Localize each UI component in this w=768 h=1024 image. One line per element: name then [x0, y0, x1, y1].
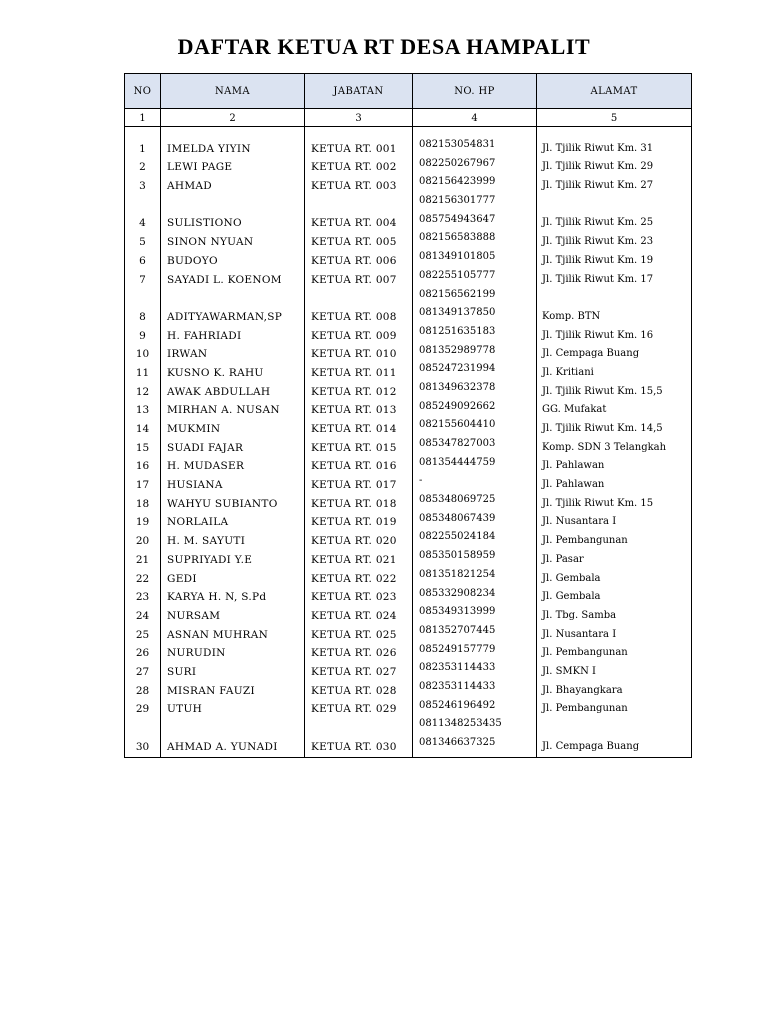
row-phone: 081351821254 — [413, 567, 537, 586]
row-number: 24 — [125, 604, 161, 623]
table-row — [125, 230, 692, 249]
row-jabatan: KETUA RT. 004 — [305, 212, 413, 231]
row-alamat: Jl. Gembala — [537, 586, 692, 605]
row-jabatan: KETUA RT. 012 — [305, 380, 413, 399]
row-alamat: Jl. SMKN I — [537, 660, 692, 679]
row-number: 26 — [125, 642, 161, 661]
row-number: 29 — [125, 698, 161, 717]
row-name: NORLAILA — [161, 511, 305, 530]
row-phone: 082156423999 — [413, 174, 537, 193]
row-jabatan: KETUA RT. 003 — [305, 174, 413, 193]
table-row — [125, 287, 692, 306]
row-phone: 082153054831 — [413, 137, 537, 156]
header-nama: NAMA — [161, 74, 305, 109]
table-row — [125, 361, 692, 380]
row-alamat: Jl. Pembangunan — [537, 642, 692, 661]
table-row — [125, 698, 692, 717]
row-jabatan: KETUA RT. 017 — [305, 473, 413, 492]
row-phone: 082156562199 — [413, 287, 537, 306]
row-name: HUSIANA — [161, 473, 305, 492]
row-phone: 085247231994 — [413, 361, 537, 380]
row-phone: 082255024184 — [413, 529, 537, 548]
row-jabatan: KETUA RT. 008 — [305, 305, 413, 324]
row-jabatan: KETUA RT. 015 — [305, 436, 413, 455]
row-phone: 082255105777 — [413, 268, 537, 287]
row-number: 27 — [125, 660, 161, 679]
row-phone: 085754943647 — [413, 212, 537, 231]
table-body — [125, 127, 692, 758]
row-name: WAHYU SUBIANTO — [161, 492, 305, 511]
row-name: AWAK ABDULLAH — [161, 380, 305, 399]
row-phone: 081349101805 — [413, 249, 537, 268]
header-jabatan: JABATAN — [305, 74, 413, 109]
row-jabatan: KETUA RT. 013 — [305, 399, 413, 418]
table-row — [125, 174, 692, 193]
row-name: H. MUDASER — [161, 455, 305, 474]
row-jabatan: KETUA RT. 006 — [305, 249, 413, 268]
row-jabatan: KETUA RT. 026 — [305, 642, 413, 661]
table-row — [125, 249, 692, 268]
row-jabatan: KETUA RT. 009 — [305, 324, 413, 343]
table-row — [125, 417, 692, 436]
row-phone: 082156301777 — [413, 193, 537, 212]
row-number: 6 — [125, 249, 161, 268]
row-alamat: Jl. Gembala — [537, 567, 692, 586]
table-row — [125, 623, 692, 642]
row-number: 4 — [125, 212, 161, 231]
row-number: 11 — [125, 361, 161, 380]
table-row — [125, 193, 692, 212]
row-number: 19 — [125, 511, 161, 530]
row-name: MUKMIN — [161, 417, 305, 436]
row-phone: 085249157779 — [413, 642, 537, 661]
row-jabatan: KETUA RT. 020 — [305, 529, 413, 548]
row-phone: 085348067439 — [413, 511, 537, 530]
row-name: H. FAHRIADI — [161, 324, 305, 343]
row-phone: 085246196492 — [413, 698, 537, 717]
row-name: GEDI — [161, 567, 305, 586]
row-phone: 081349137850 — [413, 305, 537, 324]
page-title: DAFTAR KETUA RT DESA HAMPALIT — [177, 34, 591, 59]
column-number: 1 — [125, 109, 161, 127]
table-row — [125, 473, 692, 492]
row-jabatan: KETUA RT. 025 — [305, 623, 413, 642]
table-row — [125, 399, 692, 418]
row-alamat: Jl. Kritiani — [537, 361, 692, 380]
row-number: 8 — [125, 305, 161, 324]
table-row — [125, 305, 692, 324]
row-alamat: Jl. Tjilik Riwut Km. 16 — [537, 324, 692, 343]
row-number: 3 — [125, 174, 161, 193]
table-row — [125, 492, 692, 511]
row-number: 18 — [125, 492, 161, 511]
table-row — [125, 679, 692, 698]
row-number: 14 — [125, 417, 161, 436]
row-alamat: Jl. Tjilik Riwut Km. 19 — [537, 249, 692, 268]
row-jabatan: KETUA RT. 007 — [305, 268, 413, 287]
row-jabatan: KETUA RT. 014 — [305, 417, 413, 436]
row-name: KARYA H. N, S.Pd — [161, 586, 305, 605]
table-row — [125, 343, 692, 362]
row-jabatan: KETUA RT. 002 — [305, 156, 413, 175]
row-jabatan: KETUA RT. 023 — [305, 586, 413, 605]
row-alamat: Jl. Tjilik Riwut Km. 25 — [537, 212, 692, 231]
row-number: 21 — [125, 548, 161, 567]
row-alamat: Komp. BTN — [537, 305, 692, 324]
column-number: 4 — [413, 109, 537, 127]
row-phone: 085347827003 — [413, 436, 537, 455]
row-name: ADITYAWARMAN,SP — [161, 305, 305, 324]
row-alamat: Jl. Tjilik Riwut Km. 17 — [537, 268, 692, 287]
row-alamat: Jl. Pasar — [537, 548, 692, 567]
row-alamat: Jl. Tjilik Riwut Km. 31 — [537, 137, 692, 156]
row-alamat: Jl. Tbg. Samba — [537, 604, 692, 623]
row-number: 13 — [125, 399, 161, 418]
row-name: H. M. SAYUTI — [161, 529, 305, 548]
row-alamat: Jl. Nusantara I — [537, 511, 692, 530]
row-number — [125, 716, 161, 735]
row-alamat: Jl. Pahlawan — [537, 473, 692, 492]
row-phone: 082353114433 — [413, 660, 537, 679]
row-alamat: Jl. Bhayangkara — [537, 679, 692, 698]
row-number: 1 — [125, 137, 161, 156]
table-row — [125, 735, 692, 757]
table-row — [125, 660, 692, 679]
row-alamat: GG. Mufakat — [537, 399, 692, 418]
row-name: SAYADI L. KOENOM — [161, 268, 305, 287]
row-phone: 081251635183 — [413, 324, 537, 343]
row-name — [161, 716, 305, 735]
row-name: SULISTIONO — [161, 212, 305, 231]
table-row — [125, 529, 692, 548]
row-phone: 085350158959 — [413, 548, 537, 567]
row-name: SUADI FAJAR — [161, 436, 305, 455]
row-jabatan: KETUA RT. 030 — [305, 735, 413, 757]
row-phone: 081352989778 — [413, 343, 537, 362]
row-number: 25 — [125, 623, 161, 642]
row-phone: 085249092662 — [413, 399, 537, 418]
row-alamat: Jl. Tjilik Riwut Km. 15 — [537, 492, 692, 511]
row-alamat: Jl. Cempaga Buang — [537, 343, 692, 362]
column-number-row — [125, 109, 692, 127]
row-number: 7 — [125, 268, 161, 287]
row-name: MIRHAN A. NUSAN — [161, 399, 305, 418]
row-jabatan: KETUA RT. 016 — [305, 455, 413, 474]
row-phone: 085348069725 — [413, 492, 537, 511]
row-phone: 082156583888 — [413, 230, 537, 249]
row-jabatan — [305, 287, 413, 306]
row-phone: 085349313999 — [413, 604, 537, 623]
row-phone: 081346637325 — [413, 735, 537, 757]
row-jabatan: KETUA RT. 022 — [305, 567, 413, 586]
table-row — [125, 716, 692, 735]
table-row — [125, 511, 692, 530]
row-alamat — [537, 287, 692, 306]
row-number: 12 — [125, 380, 161, 399]
row-name: AHMAD A. YUNADI — [161, 735, 305, 757]
table-row — [125, 567, 692, 586]
row-jabatan: KETUA RT. 024 — [305, 604, 413, 623]
row-number: 30 — [125, 735, 161, 757]
row-number: 22 — [125, 567, 161, 586]
row-alamat: Jl. Pembangunan — [537, 529, 692, 548]
row-alamat — [537, 193, 692, 212]
header-row — [125, 74, 692, 109]
row-alamat: Jl. Pembangunan — [537, 698, 692, 717]
row-alamat: Jl. Cempaga Buang — [537, 735, 692, 757]
row-alamat: Jl. Nusantara I — [537, 623, 692, 642]
table-row — [125, 137, 692, 156]
table-row — [125, 156, 692, 175]
row-phone: - — [413, 473, 537, 492]
table-row — [125, 436, 692, 455]
header-alamat: ALAMAT — [537, 74, 692, 109]
table-row — [125, 324, 692, 343]
column-number: 5 — [537, 109, 692, 127]
row-alamat: Jl. Pahlawan — [537, 455, 692, 474]
row-jabatan: KETUA RT. 027 — [305, 660, 413, 679]
row-name: NURUDIN — [161, 642, 305, 661]
row-alamat: Jl. Tjilik Riwut Km. 29 — [537, 156, 692, 175]
row-alamat: Jl. Tjilik Riwut Km. 27 — [537, 174, 692, 193]
row-number — [125, 193, 161, 212]
row-name: UTUH — [161, 698, 305, 717]
table-row — [125, 268, 692, 287]
row-jabatan: KETUA RT. 021 — [305, 548, 413, 567]
row-name: IMELDA YIYIN — [161, 137, 305, 156]
row-jabatan: KETUA RT. 018 — [305, 492, 413, 511]
row-number: 23 — [125, 586, 161, 605]
header-no-hp: NO. HP — [413, 74, 537, 109]
row-number: 16 — [125, 455, 161, 474]
row-name: AHMAD — [161, 174, 305, 193]
column-number: 2 — [161, 109, 305, 127]
row-jabatan: KETUA RT. 011 — [305, 361, 413, 380]
row-phone: 082250267967 — [413, 156, 537, 175]
row-name — [161, 193, 305, 212]
row-phone: 081349632378 — [413, 380, 537, 399]
table-row — [125, 642, 692, 661]
row-name: NURSAM — [161, 604, 305, 623]
row-phone: 082353114433 — [413, 679, 537, 698]
row-name: LEWI PAGE — [161, 156, 305, 175]
row-alamat: Jl. Tjilik Riwut Km. 23 — [537, 230, 692, 249]
row-name: SINON NYUAN — [161, 230, 305, 249]
table-row — [125, 604, 692, 623]
row-number: 15 — [125, 436, 161, 455]
row-alamat: Jl. Tjilik Riwut Km. 14,5 — [537, 417, 692, 436]
row-number: 5 — [125, 230, 161, 249]
table-row — [125, 455, 692, 474]
row-jabatan: KETUA RT. 001 — [305, 137, 413, 156]
row-name: KUSNO K. RAHU — [161, 361, 305, 380]
row-jabatan — [305, 193, 413, 212]
row-number: 28 — [125, 679, 161, 698]
row-jabatan: KETUA RT. 019 — [305, 511, 413, 530]
row-phone: 085332908234 — [413, 586, 537, 605]
row-alamat — [537, 716, 692, 735]
row-phone: 081352707445 — [413, 623, 537, 642]
row-jabatan — [305, 716, 413, 735]
row-number: 17 — [125, 473, 161, 492]
row-name: MISRAN FAUZI — [161, 679, 305, 698]
table-row — [125, 586, 692, 605]
row-number: 2 — [125, 156, 161, 175]
ketua-rt-table — [124, 73, 692, 758]
row-number: 20 — [125, 529, 161, 548]
row-name: BUDOYO — [161, 249, 305, 268]
table-row — [125, 212, 692, 231]
row-number: 10 — [125, 343, 161, 362]
row-alamat: Komp. SDN 3 Telangkah — [537, 436, 692, 455]
row-name: ASNAN MUHRAN — [161, 623, 305, 642]
row-number — [125, 287, 161, 306]
row-phone: 081354444759 — [413, 455, 537, 474]
spacer-row — [125, 127, 692, 138]
row-jabatan: KETUA RT. 028 — [305, 679, 413, 698]
row-number: 9 — [125, 324, 161, 343]
row-name: SURI — [161, 660, 305, 679]
row-name: SUPRIYADI Y.E — [161, 548, 305, 567]
header-no: NO — [125, 74, 161, 109]
table-row — [125, 380, 692, 399]
row-phone: 082155604410 — [413, 417, 537, 436]
row-alamat: Jl. Tjilik Riwut Km. 15,5 — [537, 380, 692, 399]
row-phone: 0811348253435 — [413, 716, 537, 735]
column-number: 3 — [305, 109, 413, 127]
row-jabatan: KETUA RT. 029 — [305, 698, 413, 717]
row-jabatan: KETUA RT. 010 — [305, 343, 413, 362]
row-name: IRWAN — [161, 343, 305, 362]
row-name — [161, 287, 305, 306]
table-row — [125, 548, 692, 567]
row-jabatan: KETUA RT. 005 — [305, 230, 413, 249]
